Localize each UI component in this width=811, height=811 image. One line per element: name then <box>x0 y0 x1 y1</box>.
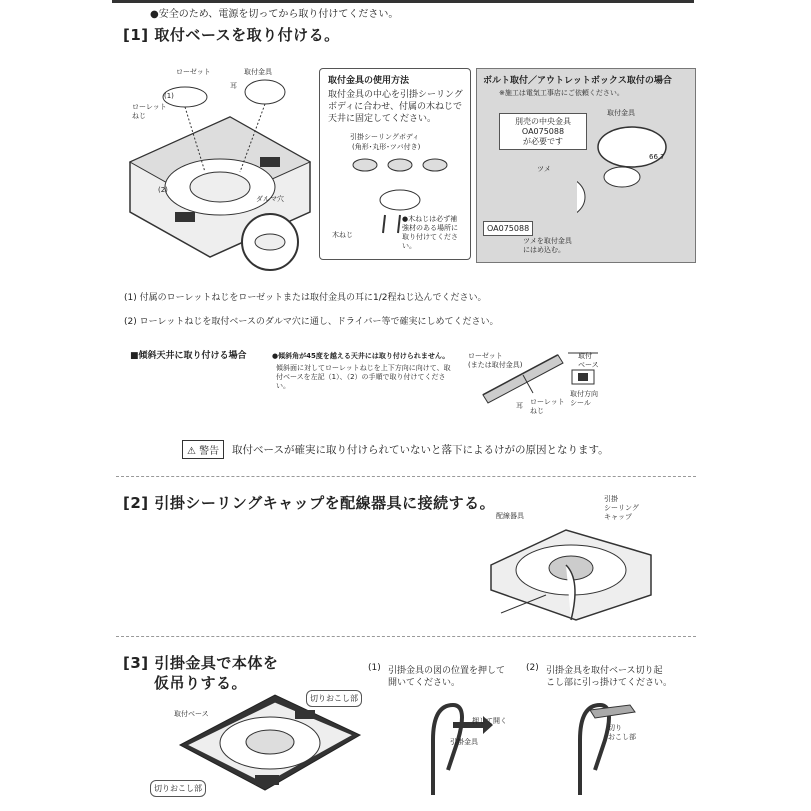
bolt-title: ボルト取付／アウトレットボックス取付の場合 <box>483 76 672 86</box>
sold-separately-box <box>499 113 587 150</box>
usage-body-sub: (角形･丸形･ツバ付き) <box>352 143 421 151</box>
bolt-illustration <box>577 117 687 257</box>
safety-note: ●安全のため、電源を切ってから取り付けてください。 <box>150 9 399 20</box>
bolt-mount-label: 取付金具 <box>607 109 635 117</box>
bolt-claw: ツメ <box>537 165 551 173</box>
slope-rosette: ローゼット (または取付金具) <box>468 352 523 369</box>
divider-2 <box>116 636 696 637</box>
bolt-dim: 66.7 <box>649 153 665 161</box>
step3-hook: 引掛金具 <box>450 738 478 746</box>
slope-seal: 取付方向 シール <box>570 390 598 407</box>
slope-ear: 耳 <box>516 402 523 410</box>
step3-push: 押して開く <box>472 717 507 725</box>
slope-note-bold: ●傾斜角が45度を越える天井には取り付けられません。 <box>272 352 450 360</box>
top-rule <box>112 0 694 3</box>
label-rosette: ローゼット <box>176 68 211 76</box>
label-ear: 耳 <box>230 82 237 90</box>
step3-title-line2: 仮吊りする。 <box>154 674 248 692</box>
step2-cap: 引掛 シーリング キャップ <box>604 495 639 521</box>
label-knurl-screw: ローレット ねじ <box>132 103 167 120</box>
bolt-subtitle: ※施工は電気工事店にご依頼ください。 <box>499 89 624 97</box>
slope-title: ■傾斜天井に取り付ける場合 <box>130 351 247 361</box>
usage-text: 取付金具の中心を引掛シーリングボディに合わせ、付属の木ねじで天井に固定してください。 <box>328 90 463 124</box>
slope-mount-base: 取付 ベース <box>578 352 599 369</box>
step1-instruction-2: (2) ローレットねじを取付ベースのダルマ穴に通し、ドライバー等で確実にしめてください。 <box>124 317 499 327</box>
hook-attach-illustration <box>560 700 660 800</box>
step3-base-illustration <box>175 690 365 811</box>
usage-wood-screw: 木ねじ <box>332 231 353 239</box>
warning-text: 取付ベースが確実に取り付けられていないと落下によるけがの原因となります。 <box>232 444 609 456</box>
step3-title-line1: [3] 引掛金具で本体を <box>123 654 279 672</box>
usage-box <box>319 68 471 260</box>
bolt-box <box>476 68 696 263</box>
step1-title: [1] 取付ベースを取り付ける。 <box>123 26 340 44</box>
part-no: OA075088 <box>521 127 565 136</box>
label-num1: (1) <box>164 92 174 100</box>
divider-1 <box>116 476 696 477</box>
step3-cutout-bottom: 切りおこし部 <box>150 780 206 797</box>
usage-body-label: 引掛シーリングボディ <box>350 133 420 141</box>
step3-sub2-text: 引掛金具を取付ベース切り起 こし部に引っ掛けてください。 <box>546 666 673 688</box>
warning-tag <box>182 440 224 459</box>
label-num2: (2) <box>158 186 168 194</box>
step1-instruction-1: (1) 付属のローレットねじをローゼットまたは取付金具の耳に1/2程ねじ込んでください。 <box>124 293 487 303</box>
step3-sub1-num: (1) <box>368 663 381 673</box>
warning-icon: ⚠ <box>187 446 196 457</box>
usage-screw-note: ●木ねじは必ず補強材のある場所に取り付けてください。 <box>402 215 458 250</box>
step2-wiring: 配線器具 <box>496 512 524 520</box>
bolt-part-label: OA075088 <box>483 221 533 236</box>
step2-title: [2] 引掛シーリングキャップを配線器具に接続する。 <box>123 494 496 512</box>
label-mount: 取付金具 <box>244 68 272 76</box>
step2-illustration <box>486 525 656 625</box>
hook-open-illustration <box>408 700 498 800</box>
bolt-claw-note: ツメを取付金具 にはめ込む。 <box>523 237 572 254</box>
warning-tag-label: 警告 <box>199 446 220 457</box>
step1-base-illustration <box>120 62 320 272</box>
step3-sub2-num: (2) <box>526 663 539 673</box>
sold-separately: 別売の中央金具 <box>515 117 571 126</box>
slope-knurl: ローレット ねじ <box>530 398 565 415</box>
step3-cutout-top: 切りおこし部 <box>306 690 362 707</box>
step3-cutout: 切り おこし部 <box>608 724 636 741</box>
step3-base-label: 取付ベース <box>174 710 209 718</box>
slope-note: 傾斜面に対してローレットねじを上下方向に向けて、取付ベースを左記（1）、（2）の手順で取り付けてください。 <box>276 364 451 390</box>
required-text: が必要です <box>523 137 563 146</box>
step3-sub1-text: 引掛金具の図の位置を押して 開いてください。 <box>388 666 506 688</box>
label-daruma-hole: ダルマ穴 <box>256 195 284 203</box>
usage-title: 取付金具の使用方法 <box>328 76 410 86</box>
